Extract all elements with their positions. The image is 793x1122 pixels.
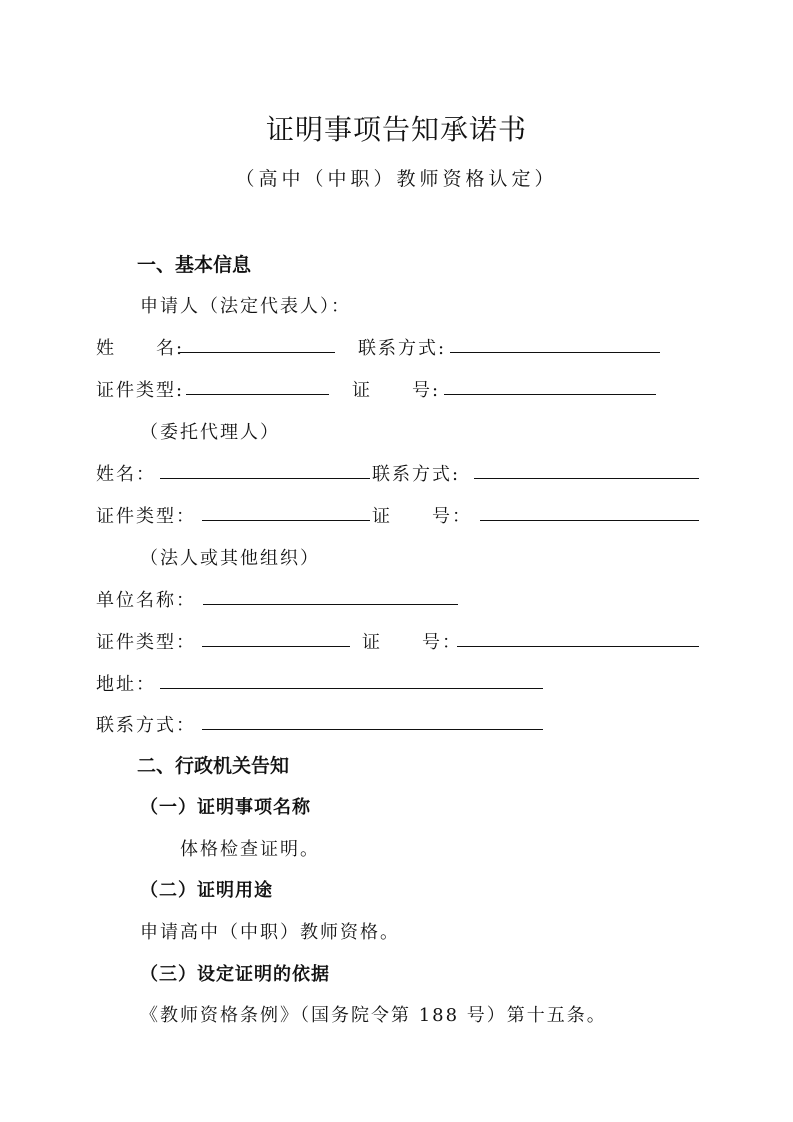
agent-contact-field[interactable] [474,478,699,479]
page-subtitle: （高中（中职）教师资格认定） [235,168,558,190]
item3-heading: （三）设定证明的依据 [140,964,330,985]
applicant-contact-label: 联系方式: [358,338,447,359]
applicant-id-no-label: 证 号: [352,380,441,401]
item1-text: 体格检查证明。 [180,839,320,860]
applicant-name-field[interactable] [180,352,335,353]
applicant-id-no-field[interactable] [444,394,656,395]
org-id-no-label: 证 号： [362,632,462,653]
org-contact-field[interactable] [202,729,543,730]
applicant-name-label: 姓 名: [96,338,185,359]
org-id-type-label: 证件类型： [96,632,196,653]
section2-heading: 二、行政机关告知 [137,755,290,777]
agent-id-no-label: 证 号： [372,506,472,527]
agent-name-label: 姓名： [96,464,156,485]
agent-id-no-field[interactable] [480,520,699,521]
org-contact-label: 联系方式： [96,715,196,736]
org-address-field[interactable] [160,688,543,689]
org-address-label: 地址： [96,674,156,695]
org-id-type-field[interactable] [202,646,350,647]
agent-id-type-field[interactable] [202,520,370,521]
section1-heading: 一、基本信息 [137,254,252,276]
item2-text: 申请高中（中职）教师资格。 [140,922,400,943]
item1-heading: （一）证明事项名称 [140,797,311,818]
applicant-contact-field[interactable] [450,352,660,353]
applicant-label: 申请人（法定代表人）： [140,296,351,317]
org-unit-field[interactable] [203,604,458,605]
item3-text: 《教师资格条例》（国务院令第 188 号）第十五条。 [140,1005,607,1026]
agent-name-field[interactable] [160,478,370,479]
page-title: 证明事项告知承诺书 [265,113,527,146]
applicant-id-type-label: 证件类型: [96,380,185,401]
agent-id-type-label: 证件类型： [96,506,196,527]
org-label: （法人或其他组织） [140,548,320,569]
item2-heading: （二）证明用途 [140,880,273,901]
applicant-id-type-field[interactable] [186,394,329,395]
org-unit-label: 单位名称： [96,590,196,611]
agent-contact-label: 联系方式: [372,464,461,485]
agent-label: （委托代理人） [140,422,280,443]
org-id-no-field[interactable] [457,646,699,647]
